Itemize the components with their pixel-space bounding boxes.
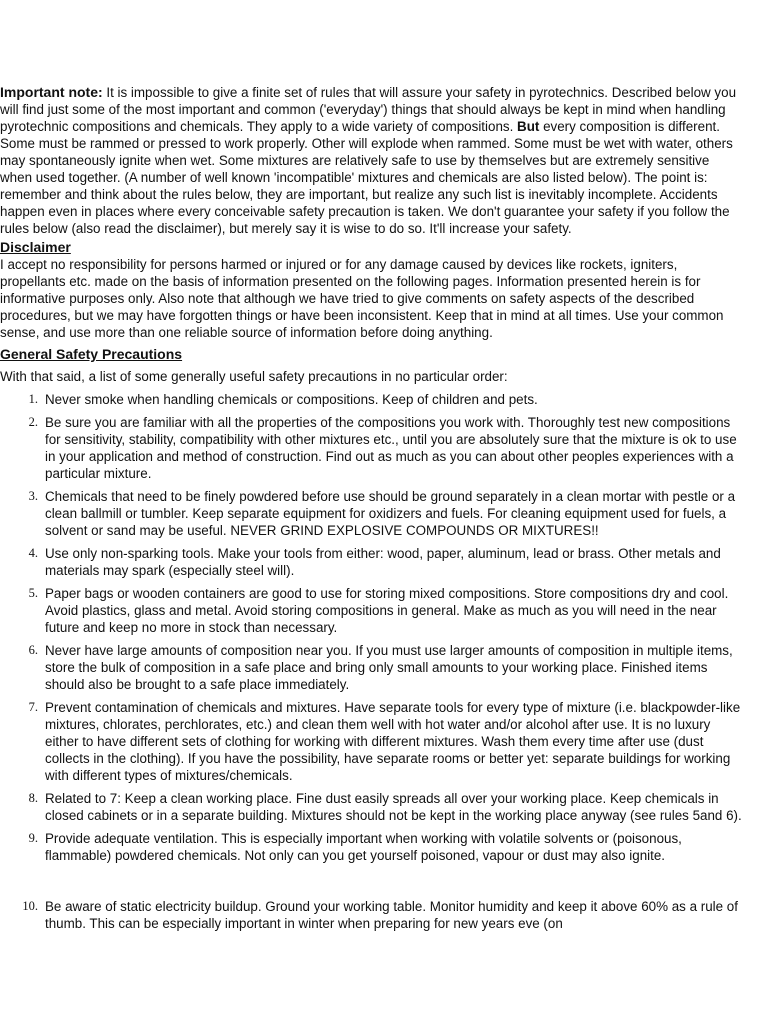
list-item-text: Provide adequate ventilation. This is especially important when working with volatile solvents or (poisonous, flammable) powdered chemicals. Not only can you get yourself poisoned, vapour or dust may also ignite. [45,831,682,863]
list-item-number: 2. [28,415,38,429]
general-safety-heading: General Safety Precautions [0,346,183,362]
important-note-label: Important note: [0,84,103,100]
safety-precautions-list [0,391,742,932]
list-item-number: 1. [28,392,38,406]
list-item-text: Related to 7: Keep a clean working place. Fine dust easily spreads all over your working place. Keep chemicals in closed cabinets or in a separate building. Mixtures should not be kept in the working place anyway (see rules 5and 6). [45,791,742,823]
list-item [0,642,742,693]
general-safety-lead: With that said, a list of some generally useful safety precautions in no particular order: [0,369,508,384]
list-item-text: Be aware of static electricity buildup. Ground your working table. Monitor humidity and keep it above 60% as a rule of thumb. This can be especially important in winter when preparing for new years eve (on [45,899,738,931]
important-note-bold-word: But [517,119,540,134]
list-item [0,830,742,864]
list-item-number: 4. [28,546,38,560]
list-item-number: 6. [28,643,38,657]
list-item-text: Use only non-sparking tools. Make your tools from either: wood, paper, aluminum, lead or brass. Other metals and materials may spark (especially steel will). [45,546,721,578]
list-item-number: 9. [28,831,38,845]
list-item-number: 7. [28,700,38,714]
list-item-number: 10. [22,899,38,913]
important-note-text-1: It is impossible to give a finite set of rules that will assure your safety in pyrotechnics. Described below you will find just some of the most important and common ('everyday') things that should always be kept in mind when handling pyrotechnic compositions and chemicals. They apply to a wide variety of compositions. [0,85,737,134]
list-item-number: 5. [28,586,38,600]
document-page [0,84,742,938]
list-item [0,790,742,824]
list-item-text: Never have large amounts of composition near you. If you must use larger amounts of composition in multiple items, store the bulk of composition in a safe place and bring only small amounts to your working place. Finished items should also be brought to a safe place immediately. [45,643,733,692]
list-item [0,699,742,784]
list-item-text: Be sure you are familiar with all the properties of the compositions you work with. Thoroughly test new compositions for sensitivity, stability, compatibility with other mixtures etc., until you are absolutely sure that the mixture is ok to use in your application and method of construction. Find out as much as you can about other peoples experiences with a particular mixture. [45,415,737,481]
list-item-number: 8. [28,791,38,805]
list-item-text: Prevent contamination of chemicals and mixtures. Have separate tools for every type of mixture (i.e. blackpowder-like mixtures, chlorates, perchlorates, etc.) and clean them well with hot water and/or alcohol after use. It is no luxury either to have different sets of clothing for working with different mixtures. Wash them every time after use (dust collects in the clothing). If you have the possibility, have separate rooms or better yet: separate buildings for working with different types of mixtures/chemicals. [45,700,741,783]
list-item [0,898,742,932]
disclaimer-heading: Disclaimer [0,239,71,255]
list-item-text: Never smoke when handling chemicals or compositions. Keep of children and pets. [45,392,538,407]
list-item [0,585,742,636]
important-note-paragraph [0,84,742,237]
list-item [0,488,742,539]
list-item-number: 3. [28,489,38,503]
disclaimer-text: I accept no responsibility for persons harmed or injured or for any damage caused by devices like rockets, igniters, propellants etc. made on the basis of information presented on the following pages. Information presented herein is for informative purposes only. Also note that although we have tried to give comments on safety aspects of the described procedures, but we may have forgotten things or have been inconsistent. Keep that in mind at all times. Use your common sense, and use more than one reliable source of information before doing anything. [0,257,724,340]
important-note-text-2: every composition is different. Some must be rammed or pressed to work properly. Other will explode when rammed. Some must be wet with water, others may spontaneously ignite when wet. Some mixtures are relatively safe to use by themselves but are extremely sensitive when used together. (A number of well known 'incompatible' mixtures and chemicals are also listed below). The point is: remember and think about the rules below, they are important, but realize any such list is inevitably incomplete. Accidents happen even in places where every conceivable safety precaution is taken. We don't guarantee your safety if you follow the rules below (also read the disclaimer), but merely say it is wise to do so. It'll increase your safety. [0,119,733,236]
list-item-text: Paper bags or wooden containers are good to use for storing mixed compositions. Store compositions dry and cool. Avoid plastics, glass and metal. Avoid storing compositions in general. Make as much as you will need in the near future and keep no more in stock than necessary. [45,586,729,635]
list-item-text: Chemicals that need to be finely powdered before use should be ground separately in a clean mortar with pestle or a clean ballmill or tumbler. Keep separate equipment for oxidizers and fuels. For cleaning equipment used for fuels, a solvent or sand may be useful. NEVER GRIND EXPLOSIVE COMPOUNDS OR MIXTURES!! [45,489,736,538]
list-item [0,391,742,408]
list-item [0,545,742,579]
list-item [0,414,742,482]
